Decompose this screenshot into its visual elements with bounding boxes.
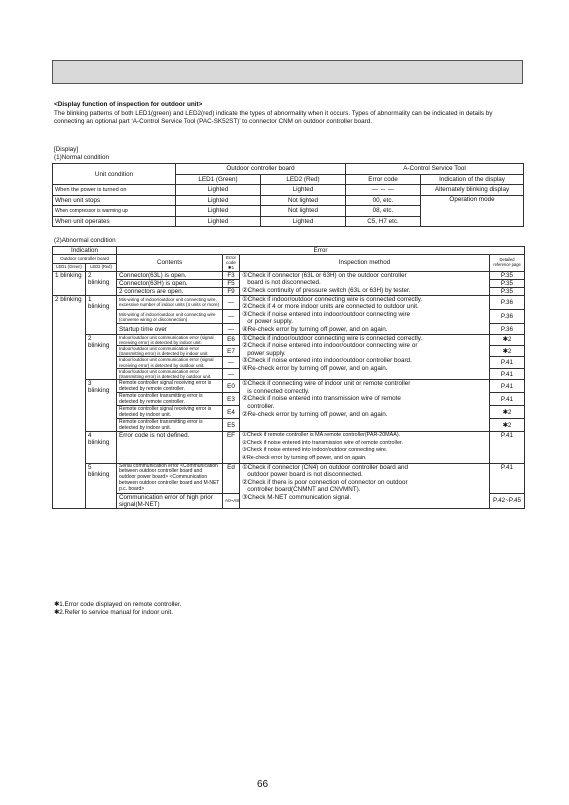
cell-indication: Operation mode	[421, 195, 524, 227]
cell-reference: P.36	[490, 324, 525, 334]
cell-contents: Error code is not defined.	[117, 432, 223, 463]
table-row	[53, 432, 525, 463]
th-led2: LED2 (Red)	[86, 263, 117, 271]
table-row	[53, 271, 525, 279]
cell-reference: P.36	[490, 295, 525, 309]
th-indication-display: Indication of the display	[421, 174, 524, 185]
cell-inspection	[240, 380, 490, 432]
cell-inspection	[240, 271, 490, 295]
inspection-line: ②Check if noise entered into transmission wire of remote controller.	[242, 439, 403, 446]
cell-contents: Remote controller transmitting error is detected by remote controller.	[117, 393, 223, 406]
cell-led1: Lighted	[176, 206, 261, 217]
cell-code: Ed	[223, 463, 240, 493]
cell-contents: Indoor/outdoor unit communication error (transmitting error) is detected by indoor unit.	[117, 345, 223, 356]
inspection-line: ②Re-check error by turning off power, and on again.	[242, 410, 388, 418]
inspection-line: ②Check if noise entered into indoor/outdoor connecting wire or	[242, 342, 418, 350]
th-contents: Contents	[117, 255, 223, 272]
cell-code: E4	[223, 406, 240, 419]
cell-code: EF	[223, 432, 240, 463]
cell-code: —	[223, 295, 240, 309]
cell-code: —	[223, 324, 240, 334]
cell-reference: P.41	[490, 393, 525, 406]
cell-condition: When unit stops	[53, 195, 176, 206]
normal-condition-table	[52, 163, 524, 227]
cell-led2: Not lighted	[261, 195, 346, 206]
inspection-line: controller board(CNMNT and CNVMNT).	[242, 486, 361, 494]
th-indication: Indication	[53, 247, 117, 255]
cell-led2: 1 blinking	[86, 295, 117, 334]
cell-led2: 5 blinking	[86, 463, 117, 508]
inspection-line: outdoor power board is not disconnected.	[242, 471, 363, 479]
cell-contents: Serial communication error <Communication between outdoor controller board and outdoor power board> <Communication between outdoor controller board and M-NET p.c. board>	[117, 463, 223, 493]
inspection-line: ②Check if noise entered into transmission wire of remote	[242, 395, 401, 403]
cell-contents: Indoor/outdoor unit communication error (signal receiving error) is detected by indoor unit.	[117, 334, 223, 345]
cell-condition: When compressor is warming up	[53, 206, 176, 217]
display-label: [Display]	[54, 146, 79, 153]
cell-led1: 1 blinking	[53, 271, 86, 295]
cell-reference: P.42~P.45	[490, 493, 525, 508]
table-row	[53, 295, 525, 309]
cell-code: F3	[223, 271, 240, 279]
inspection-line: ④Re-check error by turning off power, and on again.	[242, 364, 388, 372]
cell-inspection	[240, 295, 490, 334]
cell-reference: ✱2	[490, 419, 525, 432]
cell-reference: P.41	[490, 357, 525, 368]
cell-led2: Not lighted	[261, 206, 346, 217]
cell-code: C5, H7 etc.	[346, 216, 421, 227]
cell-reference: ✱2	[490, 334, 525, 345]
footnote-2: ✱2.Refer to service manual for indoor unit.	[54, 609, 174, 616]
cell-code: — ⇔ —	[346, 185, 421, 196]
cell-code: F5	[223, 279, 240, 287]
cell-contents: Mis-wiring of indoor/outdoor unit connecting wire, excessive number of indoor units (4 units or more)	[117, 295, 223, 309]
cell-reference: ✱2	[490, 406, 525, 419]
cell-led2: 3 blinking	[86, 380, 117, 432]
th-led1: LED1 (Green)	[176, 174, 261, 185]
inspection-line: ①Check if indoor/outdoor connecting wire is connected correctly.	[242, 295, 423, 303]
cell-inspection	[240, 432, 490, 463]
cell-led2: Lighted	[261, 216, 346, 227]
cell-contents: Remote controller signal receiving error is detected by indoor unit.	[117, 406, 223, 419]
cell-reference: ✱2	[490, 345, 525, 356]
th-outdoor-board: Outdoor controller board	[176, 164, 346, 175]
cell-code: 08, etc.	[346, 206, 421, 217]
inspection-line: ②Check if there is poor connection of connector on outdoor	[242, 478, 408, 486]
table-row	[53, 195, 524, 206]
cell-contents: Startup time over	[117, 324, 223, 334]
inspection-line: ④Re-check error by turning off power, and on again.	[242, 325, 388, 333]
cell-inspection	[240, 334, 490, 380]
cell-indication: Alternately blinking display	[421, 185, 524, 196]
table-row	[53, 185, 524, 196]
cell-reference: P.35	[490, 279, 525, 287]
cell-led1: Lighted	[176, 185, 261, 196]
abnormal-condition-label: (2)Abnormal condition	[54, 237, 116, 244]
cell-led2: 2 blinking	[86, 334, 117, 380]
inspection-line: is connected correctly.	[242, 387, 310, 395]
th-unit-condition: Unit condition	[53, 164, 176, 185]
inspection-line: ②Check continuity of pressure switch (63L or 63H) by tester.	[242, 286, 411, 294]
cell-led2: 2 blinking	[86, 271, 117, 295]
inspection-line: or power supply.	[242, 318, 293, 326]
th-service-tool: A-Control Service Tool	[346, 164, 524, 175]
cell-contents: Indoor/outdoor unit communication error (signal receiving error) is detected by outdoor unit.	[117, 357, 223, 368]
inspection-line: ③Check if noise entered into indoor/outdoor controller board.	[242, 357, 412, 365]
footnote-1: ✱1.Error code displayed on remote controller.	[54, 601, 182, 608]
cell-reference: P.41	[490, 432, 525, 463]
header-bar	[52, 60, 523, 84]
cell-code: —	[223, 368, 240, 379]
th-outdoor-board: Outdoor controller board	[53, 255, 117, 264]
th-detailed-reference: Detailed reference page	[490, 255, 525, 272]
cell-contents: Connector(63H) is open.	[117, 279, 223, 287]
cell-led2: 4 blinking	[86, 432, 117, 463]
cell-contents: Mis-wiring of indoor/outdoor unit connecting wire (converse wiring or disconnection)	[117, 310, 223, 324]
cell-contents: Remote controller signal receiving error is detected by remote controller.	[117, 380, 223, 393]
table-row	[53, 463, 525, 493]
inspection-line: ④Re-check error by turning off power, and on again.	[242, 454, 367, 461]
cell-code: E3	[223, 393, 240, 406]
cell-reference: P.41	[490, 463, 525, 493]
normal-condition-label: (1)Normal condition	[54, 154, 109, 161]
inspection-line: ①Check if remote controller is MA remote controller(PAR-20MAA).	[242, 432, 401, 439]
inspection-line: power supply.	[242, 349, 286, 357]
cell-contents: Remote controller transmitting error is detected by indoor unit.	[117, 419, 223, 432]
inspection-line: ③Check if noise entered into indoor/outdoor connecting wire	[242, 310, 411, 318]
cell-condition: When unit operates	[53, 216, 176, 227]
cell-code: E7	[223, 345, 240, 356]
cell-led2: Lighted	[261, 185, 346, 196]
cell-contents: Indoor/outdoor unit communication error (transmitting error) is detected by outdoor unit.	[117, 368, 223, 379]
th-led1: LED1 (Green)	[53, 263, 86, 271]
th-error-code: Error code ✱1	[223, 255, 240, 272]
th-inspection-method: Inspection method	[240, 255, 490, 272]
inspection-line: ②Check if 4 or more indoor units are connected to outdoor unit.	[242, 303, 419, 311]
inspection-line: ①Check if connector (63L or 63H) on the outdoor controller	[242, 271, 407, 279]
cell-contents: Connector(63L) is open.	[117, 271, 223, 279]
cell-reference: P.41	[490, 368, 525, 379]
cell-led1: Lighted	[176, 216, 261, 227]
cell-led1: Lighted	[176, 195, 261, 206]
cell-code: —	[223, 357, 240, 368]
inspection-line: board is not disconnected.	[242, 279, 321, 287]
inspection-line: controller.	[242, 402, 275, 410]
table-row	[53, 334, 525, 345]
cell-contents: Communication error of high prior signal(M-NET)	[117, 493, 223, 508]
cell-code: E0	[223, 380, 240, 393]
inspection-line: ①Check if connecting wire of indoor unit or remote controller	[242, 380, 411, 388]
th-error-code: Error code	[346, 174, 421, 185]
cell-inspection	[240, 463, 490, 508]
page-number: 66	[257, 779, 269, 790]
inspection-line: ①Check if connector (CN4) on outdoor controller board and	[242, 463, 408, 471]
th-error: Error	[117, 247, 525, 255]
cell-code: 00, etc.	[346, 195, 421, 206]
cell-led1: 2 blinking	[53, 295, 86, 508]
table-row	[53, 380, 525, 393]
intro-text: The blinking patterns of both LED1(green) and LED2(red) indicate the types of abnormality when it occurs. Types of abnormality can be indicated in details by connecting an optional part ‘A-Control Service Tool (PAC-SK52ST)’ to connector CNM on outdoor controller board.	[54, 110, 493, 126]
cell-reference: P.35	[490, 271, 525, 279]
cell-condition: When the power is turned on	[53, 185, 176, 196]
cell-reference: P.41	[490, 380, 525, 393]
inspection-line: ③Check M-NET communication signal.	[242, 493, 352, 501]
th-led2: LED2 (Red)	[261, 174, 346, 185]
cell-reference: P.36	[490, 310, 525, 324]
inspection-line: ①Check if indoor/outdoor connecting wire is connected correctly.	[242, 334, 423, 342]
cell-code: A0~A8	[223, 493, 240, 508]
section-heading: <Display function of inspection for outdoor unit>	[54, 101, 203, 108]
abnormal-condition-table	[52, 246, 525, 509]
cell-code: E6	[223, 334, 240, 345]
inspection-line: ③Check if noise entered into indoor/outdoor connecting wire.	[242, 447, 388, 454]
cell-code: F9	[223, 287, 240, 295]
cell-reference: P.35	[490, 287, 525, 295]
cell-code: E5	[223, 419, 240, 432]
cell-code: —	[223, 310, 240, 324]
cell-contents: 2 connectors are open.	[117, 287, 223, 295]
